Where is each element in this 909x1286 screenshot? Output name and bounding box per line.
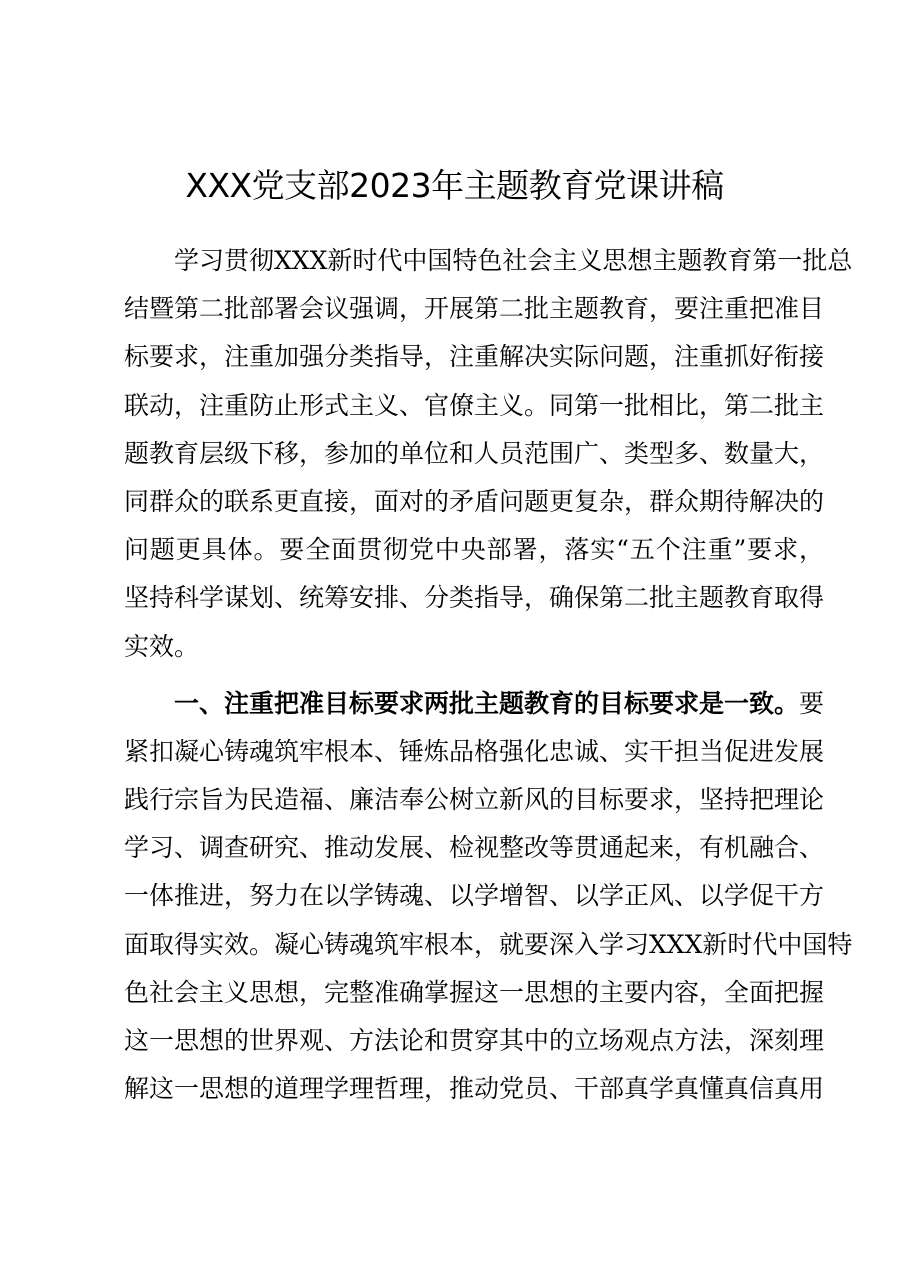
paragraph-line: 标要求，注重加强分类指导，注重解决实际问题，注重抓好衔接 — [124, 342, 825, 372]
paragraph-section-one — [124, 680, 853, 1114]
paragraph-line: 学习、调查研究、推动发展、检视整改等贯通起来，有机融合、 — [124, 833, 825, 863]
paragraph-line: 坚持科学谋划、统筹安排、分类指导，确保第二批主题教育取得 — [124, 583, 825, 613]
paragraph-line: 这一思想的世界观、方法论和贯穿其中的立场观点方法，深刻理 — [124, 1026, 825, 1055]
document-title: XXX党支部2023年主题教育党课讲稿 — [185, 166, 724, 205]
heading-line-rest: 要 — [799, 688, 825, 718]
section-heading: 一、注重把准目标要求两批主题教育的目标要求是一致。 — [174, 688, 800, 718]
paragraph-spacer — [124, 671, 824, 680]
paragraph-line: 解这一思想的道理学理哲理，推动党员、干部真学真懂真信真用 — [124, 1074, 825, 1104]
paragraph-line: 色社会主义思想，完整准确掌握这一思想的主要内容，全面把握 — [124, 977, 825, 1007]
paragraph-line: 问题更具体。要全面贯彻党中央部署，落实“五个注重”要求， — [124, 535, 824, 565]
paragraph-line: 题教育层级下移，参加的单位和人员范围广、类型多、数量大， — [124, 438, 825, 468]
paragraph-line: 践行宗旨为民造福、廉洁奉公树立新风的目标要求，坚持把理论 — [124, 785, 825, 815]
paragraph-line: 面取得实效。凝心铸魂筑牢根本，就要深入学习XXX新时代中国特 — [124, 929, 853, 959]
paragraph-line: 同群众的联系更直接，面对的矛盾问题更复杂，群众期待解决的 — [124, 486, 825, 516]
paragraph-line: 学习贯彻XXX新时代中国特色社会主义思想主题教育第一批总 — [174, 246, 853, 275]
paragraph-line: 结暨第二批部署会议强调，开展第二批主题教育，要注重把准目 — [124, 294, 825, 324]
document-body — [124, 237, 853, 1113]
paragraph-line: 实效。 — [124, 631, 200, 661]
paragraph-line — [124, 680, 824, 728]
paragraph-intro — [124, 237, 853, 671]
paragraph-line: 一体推进，努力在以学铸魂、以学增智、以学正风、以学促干方 — [124, 881, 825, 911]
paragraph-line: 联动，注重防止形式主义、官僚主义。同第一批相比，第二批主 — [124, 390, 825, 420]
paragraph-line: 紧扣凝心铸魂筑牢根本、锤炼品格强化忠诚、实干担当促进发展 — [124, 736, 825, 766]
